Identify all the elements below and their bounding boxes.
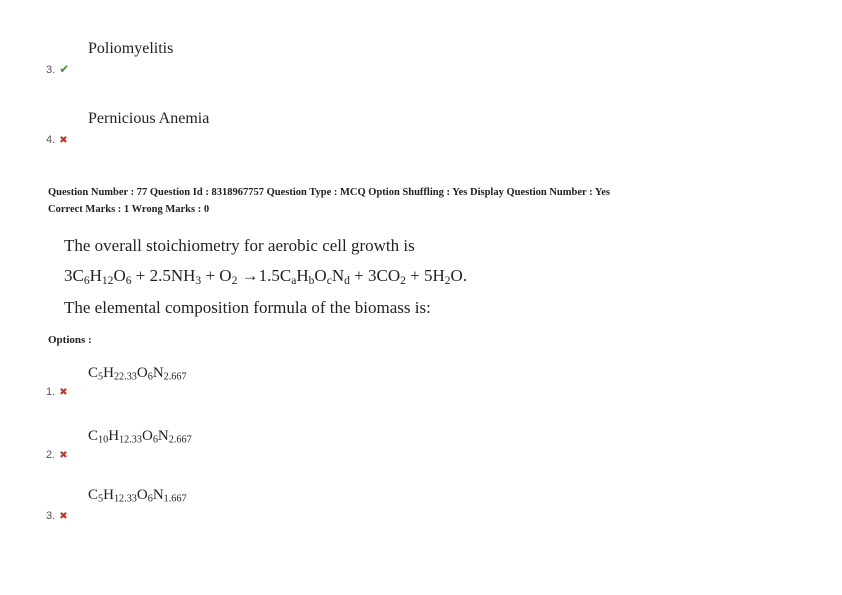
cross-icon: ✖ bbox=[59, 387, 68, 398]
cross-icon: ✖ bbox=[59, 511, 68, 522]
option-2-formula: $C_{10}H_{12.33}O_6N_{2.667}$ bbox=[88, 428, 192, 446]
option-3-marker bbox=[46, 510, 68, 522]
check-icon: ✔ bbox=[59, 62, 70, 76]
question-meta-line2: Correct Marks : 1 Wrong Marks : 0 bbox=[48, 204, 210, 215]
prev-option-3-text: Poliomyelitis bbox=[88, 40, 174, 57]
question-equation: $3C_6H_{12}O_6 + 2.5NH_3 + O_2 \to 1.5C_aH_bO_cN_d + 3CO_2 + 5H_2O$. bbox=[64, 266, 468, 287]
option-1-marker bbox=[46, 386, 68, 398]
question-line-1: The overall stoichiometry for aerobic cell growth is bbox=[64, 236, 415, 255]
options-label: Options : bbox=[48, 334, 92, 346]
option-number: 4. bbox=[46, 134, 56, 146]
option-number: 2. bbox=[46, 449, 56, 461]
option-2-marker bbox=[46, 449, 68, 461]
prev-option-4-text: Pernicious Anemia bbox=[88, 110, 210, 127]
cross-icon: ✖ bbox=[59, 135, 68, 146]
question-meta-line1: Question Number : 77 Question Id : 8318967757 Question Type : MCQ Option Shuffling : Yes Display Question Number : Yes bbox=[48, 187, 611, 198]
option-3-formula: $C_5H_{12.33}O_6N_{1.667}$ bbox=[88, 487, 187, 505]
question-line-3: The elemental composition formula of the biomass is: bbox=[64, 298, 431, 317]
option-number: 1. bbox=[46, 386, 56, 398]
prev-option-3-marker bbox=[46, 62, 69, 76]
option-number: 3. bbox=[46, 64, 56, 76]
option-1-formula: $C_5H_{22.33}O_6N_{2.667}$ bbox=[88, 365, 187, 383]
prev-option-4-marker bbox=[46, 134, 68, 146]
cross-icon: ✖ bbox=[59, 450, 68, 461]
option-number: 3. bbox=[46, 510, 56, 522]
